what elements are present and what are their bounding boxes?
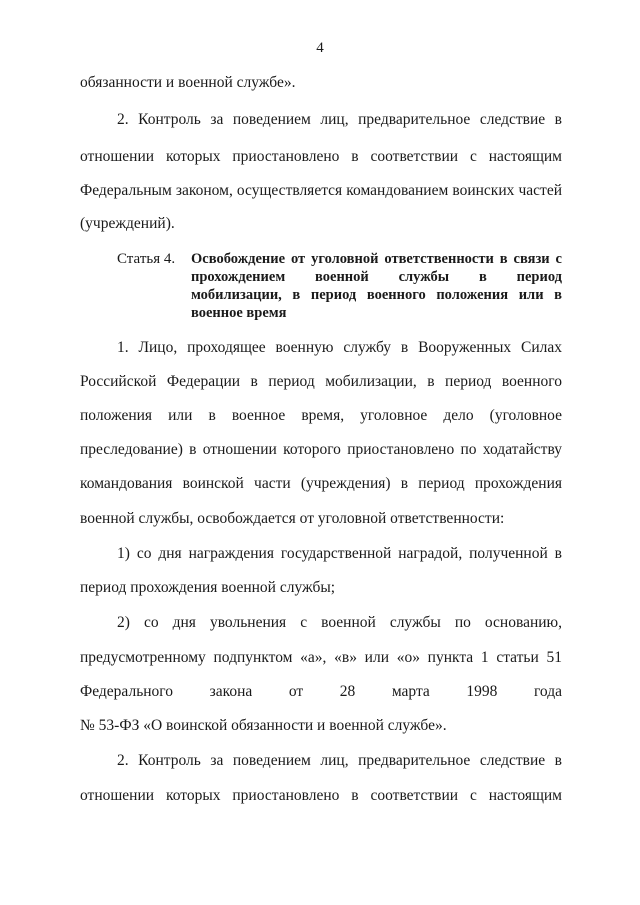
text-line: Федеральным законом, осуществляется командованием воинских частей [80, 182, 562, 199]
text-line: предусмотренному подпунктом «а», «в» или «о» пункта 1 статьи 51 [80, 649, 562, 666]
text-line: 2. Контроль за поведением лиц, предварительное следствие в [117, 752, 562, 769]
text-line: Российской Федерации в период мобилизации, в период военного [80, 373, 562, 390]
text-line: обязанности и военной службе». [80, 74, 296, 91]
text-line: положения или в военное время, уголовное дело (уголовное [80, 407, 562, 424]
text-line: командования воинской части (учреждения) в период прохождения [80, 475, 562, 492]
article-title-line: прохождением военной службы в период [191, 269, 562, 285]
text-line: военной службы, освобождается от уголовной ответственности: [80, 510, 505, 527]
text-line: 1) со дня награждения государственной наградой, полученной в [117, 545, 562, 562]
text-line: Федерального закона от 28 марта 1998 года [80, 683, 562, 700]
article-title-line: военное время [191, 305, 287, 321]
article-label: Статья 4. [117, 251, 176, 267]
text-line: № 53-ФЗ «О воинской обязанности и военной службе». [80, 717, 447, 734]
text-line: 2) со дня увольнения с военной службы по основанию, [117, 614, 562, 631]
text-line: (учреждений). [80, 215, 175, 232]
text-line: преследование) в отношении которого приостановлено по ходатайству [80, 441, 562, 458]
text-line: отношении которых приостановлено в соответствии с настоящим [80, 787, 562, 804]
text-line: период прохождения военной службы; [80, 579, 336, 596]
text-line: 1. Лицо, проходящее военную службу в Вооруженных Силах [117, 339, 562, 356]
page-number: 4 [316, 40, 324, 56]
article-title-line: Освобождение от уголовной ответственности в связи с [191, 251, 562, 267]
text-line: 2. Контроль за поведением лиц, предварительное следствие в [117, 111, 562, 128]
text-line: отношении которых приостановлено в соответствии с настоящим [80, 148, 562, 165]
article-title-line: мобилизации, в период военного положения или в [191, 287, 562, 303]
